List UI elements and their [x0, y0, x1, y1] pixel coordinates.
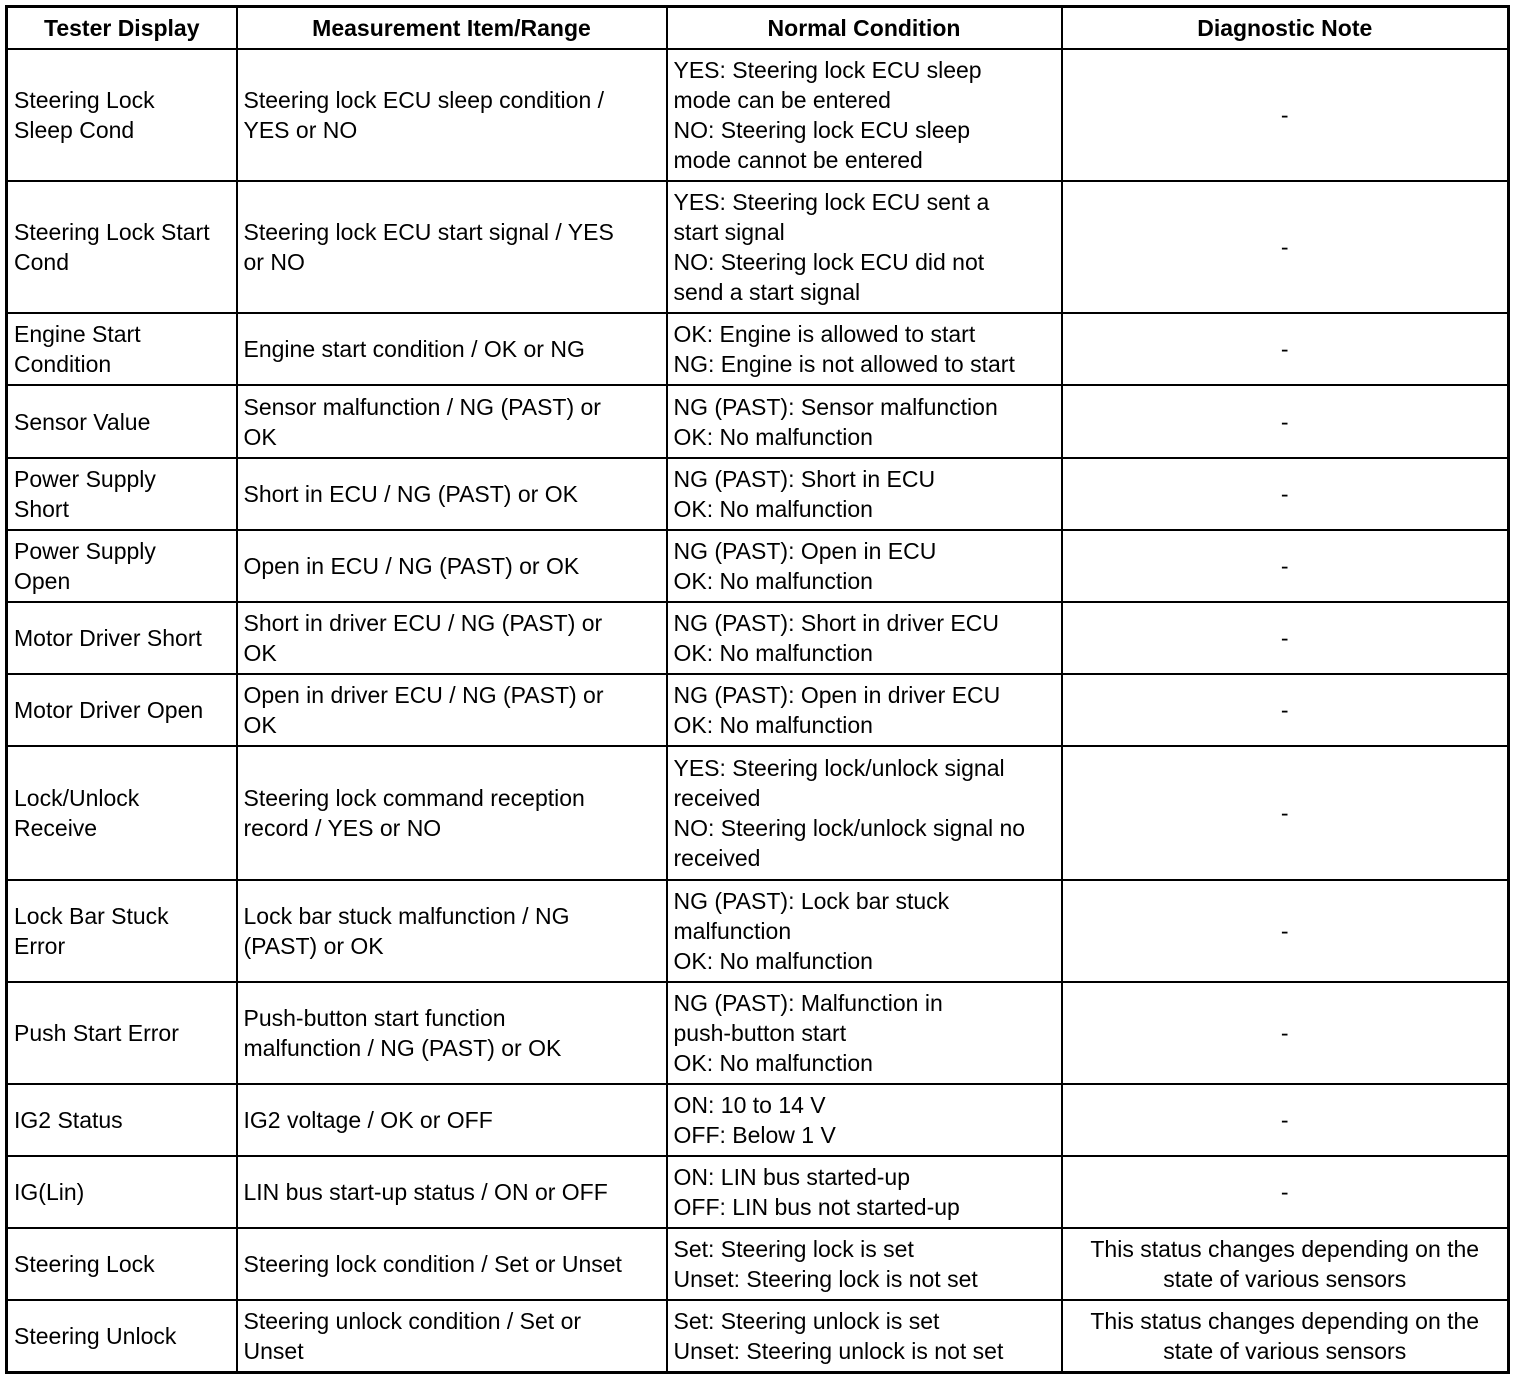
cell-measurement: Steering unlock condition / Set or Unset: [237, 1300, 667, 1372]
cell-diagnostic-note: -: [1062, 313, 1509, 385]
cell-tester-display: Steering Lock Start Cond: [7, 181, 237, 313]
cell-diagnostic-note: This status changes depending on the state of various sensors: [1062, 1228, 1509, 1300]
table-row: [7, 385, 1509, 458]
cell-normal-condition: ON: 10 to 14 V OFF: Below 1 V: [667, 1084, 1062, 1156]
cell-measurement: Steering lock ECU start signal / YES or NO: [237, 181, 667, 313]
data-list-table: [5, 5, 1510, 1374]
cell-measurement: Open in ECU / NG (PAST) or OK: [237, 530, 667, 602]
cell-normal-condition: NG (PAST): Short in driver ECU OK: No malfunction: [667, 602, 1062, 674]
cell-tester-display: Motor Driver Open: [7, 674, 237, 746]
cell-normal-condition: ON: LIN bus started-up OFF: LIN bus not started-up: [667, 1156, 1062, 1228]
table-row: [7, 674, 1509, 746]
cell-tester-display: Motor Driver Short: [7, 602, 237, 674]
cell-diagnostic-note: -: [1062, 674, 1509, 746]
cell-diagnostic-note: -: [1062, 982, 1509, 1084]
cell-normal-condition: NG (PAST): Malfunction in push-button start OK: No malfunction: [667, 982, 1062, 1084]
table-row: [7, 49, 1509, 181]
table-row: [7, 982, 1509, 1084]
cell-diagnostic-note: -: [1062, 602, 1509, 674]
cell-diagnostic-note: -: [1062, 746, 1509, 880]
cell-tester-display: Lock/Unlock Receive: [7, 746, 237, 880]
table-header-row: [7, 7, 1509, 50]
cell-tester-display: Push Start Error: [7, 982, 237, 1084]
table-row: [7, 530, 1509, 602]
cell-measurement: Short in driver ECU / NG (PAST) or OK: [237, 602, 667, 674]
header-diagnostic-note: Diagnostic Note: [1062, 7, 1509, 50]
cell-measurement: Push-button start function malfunction / NG (PAST) or OK: [237, 982, 667, 1084]
table-row: [7, 1300, 1509, 1372]
cell-diagnostic-note: This status changes depending on the state of various sensors: [1062, 1300, 1509, 1372]
cell-measurement: Open in driver ECU / NG (PAST) or OK: [237, 674, 667, 746]
cell-measurement: Steering lock command reception record / YES or NO: [237, 746, 667, 880]
table-row: [7, 1084, 1509, 1156]
cell-measurement: LIN bus start-up status / ON or OFF: [237, 1156, 667, 1228]
cell-normal-condition: YES: Steering lock ECU sent a start signal NO: Steering lock ECU did not send a start signal: [667, 181, 1062, 313]
table-row: [7, 1156, 1509, 1228]
cell-diagnostic-note: -: [1062, 49, 1509, 181]
cell-normal-condition: NG (PAST): Lock bar stuck malfunction OK: No malfunction: [667, 880, 1062, 982]
cell-tester-display: Sensor Value: [7, 385, 237, 458]
cell-measurement: Short in ECU / NG (PAST) or OK: [237, 458, 667, 530]
cell-diagnostic-note: -: [1062, 880, 1509, 982]
cell-measurement: Steering lock condition / Set or Unset: [237, 1228, 667, 1300]
table-row: [7, 746, 1509, 880]
cell-tester-display: IG(Lin): [7, 1156, 237, 1228]
cell-measurement: Sensor malfunction / NG (PAST) or OK: [237, 385, 667, 458]
cell-normal-condition: NG (PAST): Open in driver ECU OK: No malfunction: [667, 674, 1062, 746]
cell-tester-display: Lock Bar Stuck Error: [7, 880, 237, 982]
cell-diagnostic-note: -: [1062, 458, 1509, 530]
cell-measurement: Engine start condition / OK or NG: [237, 313, 667, 385]
header-tester-display: Tester Display: [7, 7, 237, 50]
cell-normal-condition: YES: Steering lock/unlock signal received NO: Steering lock/unlock signal no received: [667, 746, 1062, 880]
header-normal-condition: Normal Condition: [667, 7, 1062, 50]
cell-normal-condition: Set: Steering lock is set Unset: Steering lock is not set: [667, 1228, 1062, 1300]
data-list-table-container: [5, 5, 1507, 1374]
cell-tester-display: IG2 Status: [7, 1084, 237, 1156]
cell-normal-condition: Set: Steering unlock is set Unset: Steering unlock is not set: [667, 1300, 1062, 1372]
cell-tester-display: Power Supply Short: [7, 458, 237, 530]
cell-normal-condition: YES: Steering lock ECU sleep mode can be entered NO: Steering lock ECU sleep mode cannot be entered: [667, 49, 1062, 181]
cell-diagnostic-note: -: [1062, 1156, 1509, 1228]
cell-measurement: IG2 voltage / OK or OFF: [237, 1084, 667, 1156]
table-row: [7, 1228, 1509, 1300]
cell-diagnostic-note: -: [1062, 181, 1509, 313]
table-row: [7, 313, 1509, 385]
table-row: [7, 880, 1509, 982]
cell-measurement: Lock bar stuck malfunction / NG (PAST) or OK: [237, 880, 667, 982]
cell-tester-display: Steering Lock Sleep Cond: [7, 49, 237, 181]
cell-normal-condition: NG (PAST): Short in ECU OK: No malfunction: [667, 458, 1062, 530]
header-measurement-item: Measurement Item/Range: [237, 7, 667, 50]
table-row: [7, 602, 1509, 674]
cell-diagnostic-note: -: [1062, 385, 1509, 458]
cell-measurement: Steering lock ECU sleep condition / YES or NO: [237, 49, 667, 181]
cell-tester-display: Engine Start Condition: [7, 313, 237, 385]
table-row: [7, 181, 1509, 313]
cell-tester-display: Power Supply Open: [7, 530, 237, 602]
cell-normal-condition: OK: Engine is allowed to start NG: Engine is not allowed to start: [667, 313, 1062, 385]
cell-normal-condition: NG (PAST): Sensor malfunction OK: No malfunction: [667, 385, 1062, 458]
table-row: [7, 458, 1509, 530]
cell-tester-display: Steering Lock: [7, 1228, 237, 1300]
cell-diagnostic-note: -: [1062, 1084, 1509, 1156]
cell-normal-condition: NG (PAST): Open in ECU OK: No malfunction: [667, 530, 1062, 602]
cell-diagnostic-note: -: [1062, 530, 1509, 602]
cell-tester-display: Steering Unlock: [7, 1300, 237, 1372]
